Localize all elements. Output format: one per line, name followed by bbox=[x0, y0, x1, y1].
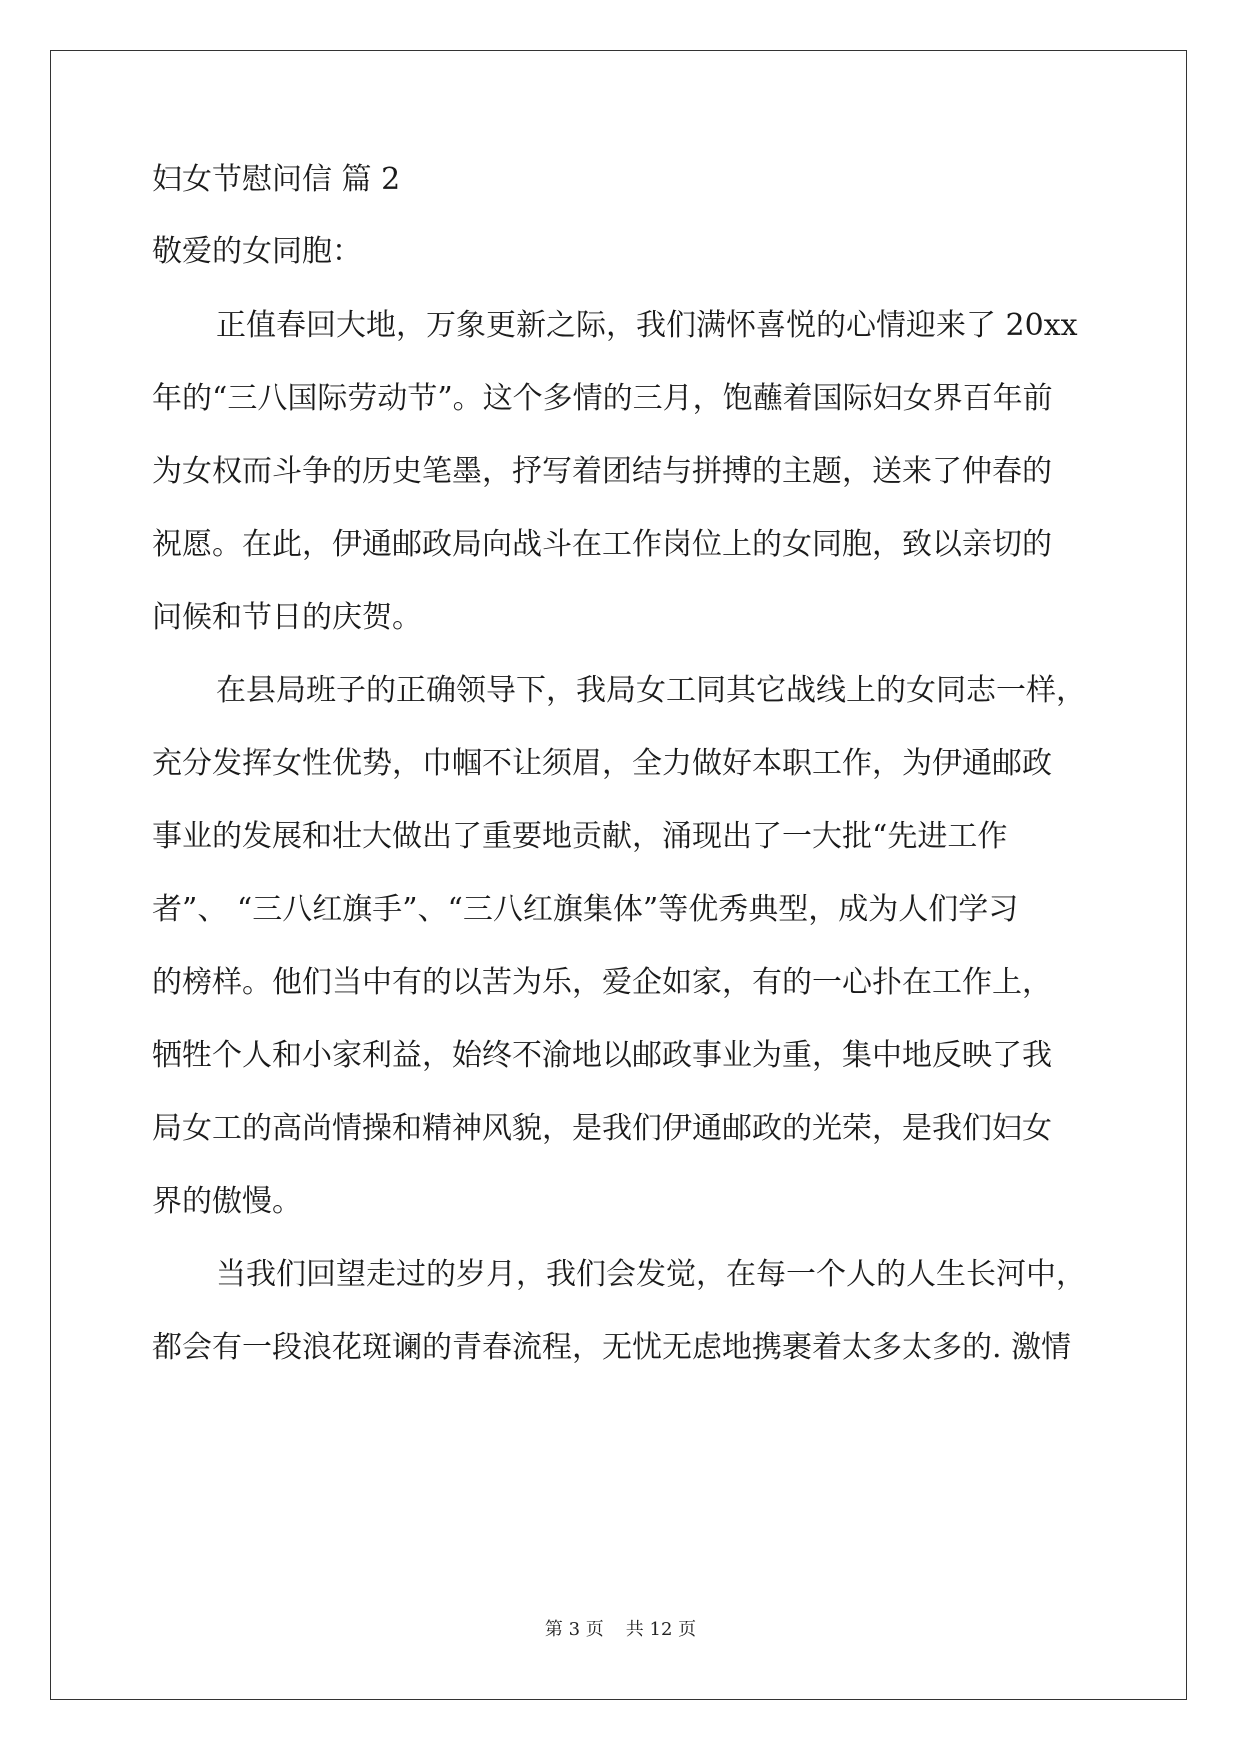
page-number: 第 3 页 bbox=[544, 1619, 604, 1640]
document-title: 妇女节慰问信 篇 2 bbox=[152, 162, 401, 197]
body-line: 为女权而斗争的历史笔墨，抒写着团结与拼搏的主题，送来了仲春的 bbox=[152, 454, 1052, 489]
body-line: 的榜样。他们当中有的以苦为乐，爱企如家，有的一心扑在工作上， bbox=[152, 965, 1052, 1000]
body-line: 充分发挥女性优势，巾帼不让须眉，全力做好本职工作，为伊通邮政 bbox=[152, 746, 1052, 781]
page-footer bbox=[0, 1618, 1241, 1642]
body-line: 者”、 “三八红旗手”、“三八红旗集体”等优秀典型，成为人们学习 bbox=[152, 892, 1019, 927]
body-line: 祝愿。在此，伊通邮政局向战斗在工作岗位上的女同胞，致以亲切的 bbox=[152, 527, 1052, 562]
body-line: 问候和节日的庆贺。 bbox=[152, 600, 422, 635]
body-line: 界的傲慢。 bbox=[152, 1184, 302, 1219]
body-line: 事业的发展和壮大做出了重要地贡献，涌现出了一大批“先进工作 bbox=[152, 819, 1008, 854]
page-total: 共 12 页 bbox=[625, 1619, 697, 1640]
body-line: 年的“三八国际劳动节”。这个多情的三月，饱蘸着国际妇女界百年前 bbox=[152, 381, 1053, 416]
body-line: 正值春回大地，万象更新之际，我们满怀喜悦的心情迎来了 20xx bbox=[216, 308, 1078, 343]
salutation: 敬爱的女同胞： bbox=[152, 234, 362, 269]
body-line: 当我们回望走过的岁月，我们会发觉，在每一个人的人生长河中， bbox=[216, 1257, 1086, 1292]
page-border bbox=[50, 50, 1187, 1700]
body-line: 都会有一段浪花斑谰的青春流程，无忧无虑地携裹着太多太多的. 激情 bbox=[152, 1330, 1072, 1365]
body-line: 在县局班子的正确领导下，我局女工同其它战线上的女同志一样， bbox=[216, 673, 1086, 708]
body-line: 局女工的高尚情操和精神风貌，是我们伊通邮政的光荣，是我们妇女 bbox=[152, 1111, 1052, 1146]
body-line: 牺牲个人和小家利益，始终不渝地以邮政事业为重，集中地反映了我 bbox=[152, 1038, 1052, 1073]
